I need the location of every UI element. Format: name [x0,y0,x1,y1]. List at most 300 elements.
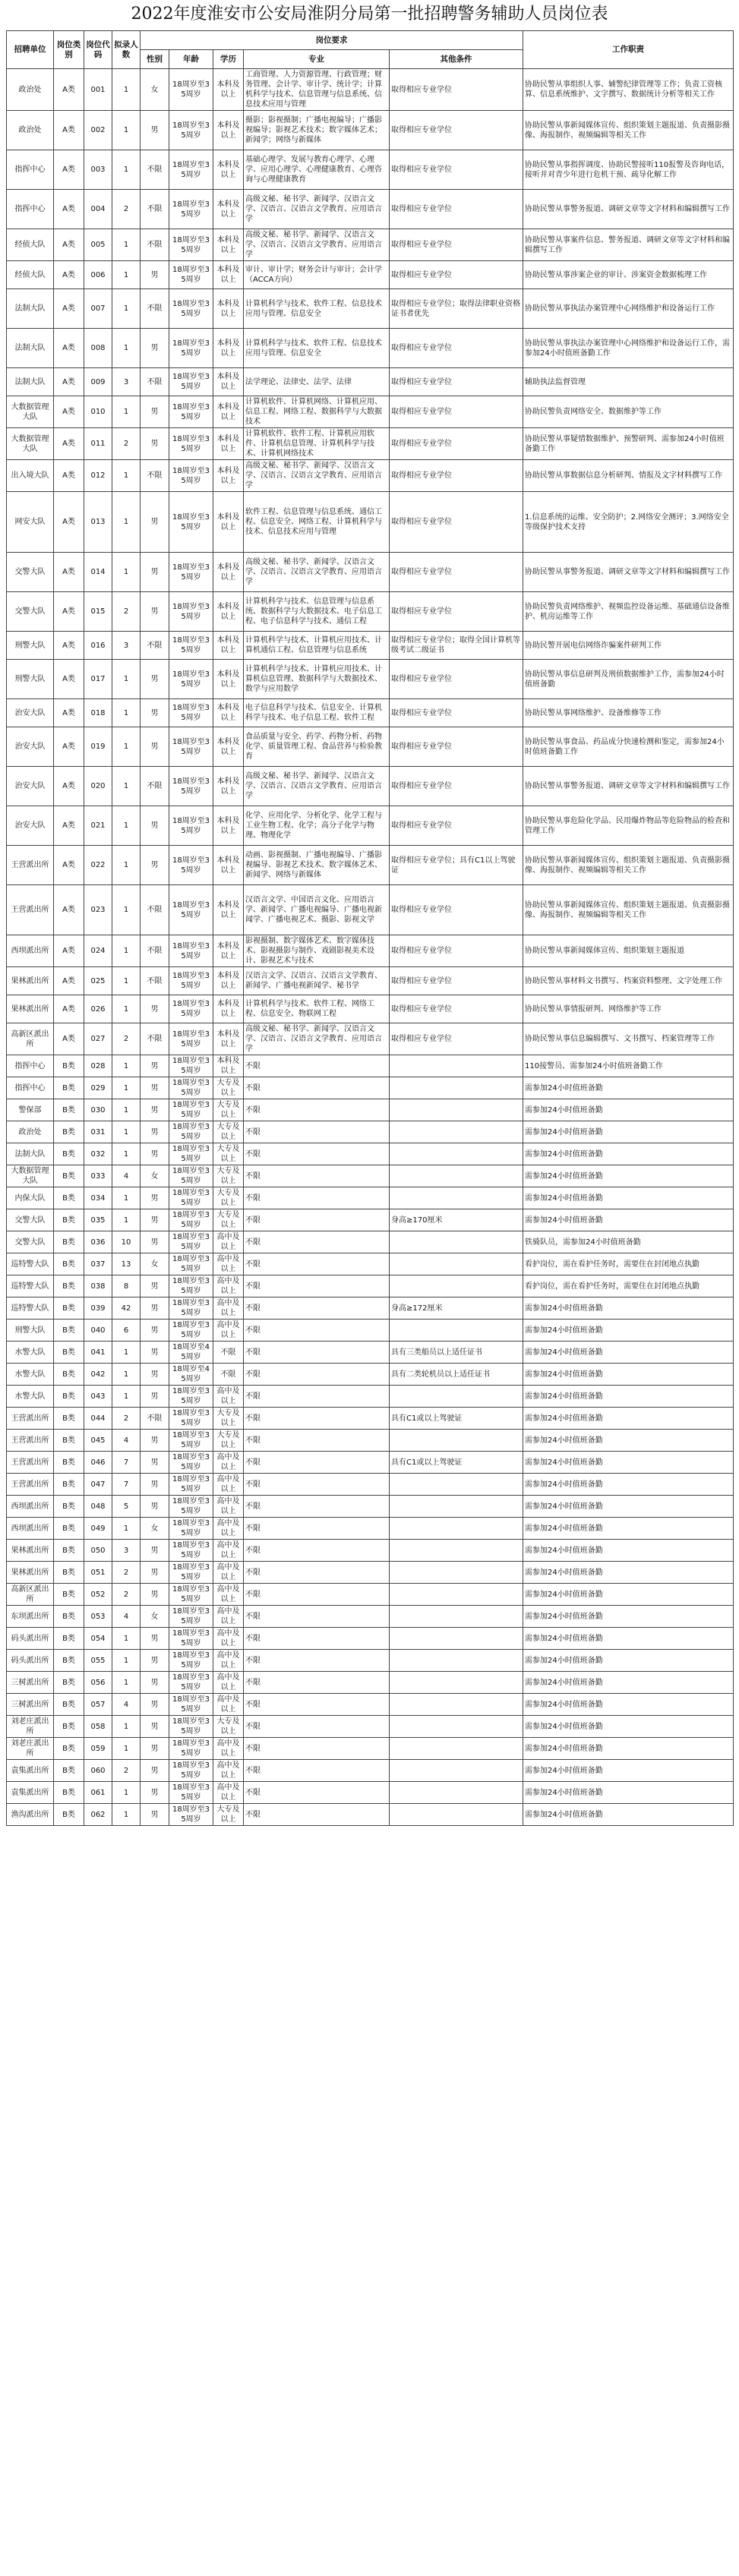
table-row [7,111,734,150]
cell-gender: 男 [141,553,169,592]
cell-code: 048 [84,1496,112,1518]
cell-code: 059 [84,1738,112,1760]
cell-age: 18周岁至35周岁 [169,1187,213,1209]
cell-major: 不限 [244,1386,390,1408]
cell-unit: 水警大队 [7,1364,54,1386]
cell-count: 1 [112,1143,141,1165]
cell-age: 18周岁至35周岁 [169,806,213,846]
cell-unit: 法制大队 [7,329,54,368]
cell-major: 不限 [244,1231,390,1253]
cell-age: 18周岁至35周岁 [169,1474,213,1496]
cell-gender: 男 [141,1143,169,1165]
cell-count: 4 [112,1430,141,1452]
cell-other [390,1584,523,1606]
cell-gender: 男 [141,1231,169,1253]
cell-category: B类 [54,1165,84,1187]
cell-count: 3 [112,632,141,660]
cell-category: B类 [54,1187,84,1209]
cell-category: B类 [54,1297,84,1320]
cell-other: 身高≥172厘米 [390,1297,523,1320]
cell-gender: 男 [141,1760,169,1782]
cell-code: 002 [84,111,112,150]
cell-gender: 不限 [141,289,169,329]
cell-duties: 协助民警从事指挥调度、协助民警接听110报警及咨询电话，接听并对青少年进行危机干预、疏导化解工作 [523,150,734,190]
cell-gender: 男 [141,592,169,632]
cell-other: 取得相应专业学位 [390,553,523,592]
cell-major: 不限 [244,1297,390,1320]
cell-duties: 协助民警从事网络维护、设备维修等工作 [523,699,734,727]
cell-education: 高中及以上 [213,1518,244,1540]
cell-education: 高中及以上 [213,1672,244,1694]
cell-education: 本科及以上 [213,229,244,261]
table-row [7,460,734,492]
table-row [7,1275,734,1297]
cell-gender: 男 [141,1275,169,1297]
cell-duties: 协助民警从事食品、药品成分快速检测和鉴定，需参加24小时值班备勤工作 [523,727,734,767]
cell-code: 008 [84,329,112,368]
cell-gender: 女 [141,1165,169,1187]
cell-age: 18周岁至35周岁 [169,1408,213,1430]
cell-code: 058 [84,1716,112,1738]
cell-duties: 需参加24小时值班备勤 [523,1430,734,1452]
cell-gender: 不限 [141,229,169,261]
cell-education: 大专及以上 [213,1209,244,1231]
cell-gender: 男 [141,1364,169,1386]
cell-unit: 水警大队 [7,1342,54,1364]
cell-unit: 三树派出所 [7,1672,54,1694]
cell-code: 023 [84,885,112,935]
cell-other [390,1430,523,1452]
cell-age: 18周岁至35周岁 [169,1275,213,1297]
cell-unit: 三树派出所 [7,1694,54,1716]
cell-count: 5 [112,1496,141,1518]
cell-count: 1 [112,396,141,428]
cell-unit: 治安大队 [7,727,54,767]
cell-education: 高中及以上 [213,1231,244,1253]
cell-other: 取得相应专业学位 [390,428,523,460]
cell-code: 051 [84,1562,112,1584]
cell-code: 060 [84,1760,112,1782]
cell-education: 高中及以上 [213,1452,244,1474]
table-row [7,69,734,111]
col-header: 性别 [141,50,169,69]
cell-duties: 需参加24小时值班备勤 [523,1716,734,1738]
cell-gender: 不限 [141,935,169,967]
table-row [7,1165,734,1187]
cell-other: 取得相应专业学位 [390,396,523,428]
cell-other: 取得相应专业学位 [390,767,523,806]
cell-code: 046 [84,1452,112,1474]
cell-count: 1 [112,699,141,727]
cell-major: 化学、应用化学、分析化学、化学工程与工业生物工程、化学；高分子化学与物理、物理化学 [244,806,390,846]
cell-gender: 男 [141,1738,169,1760]
cell-education: 本科及以上 [213,995,244,1023]
cell-duties: 协助民警从事新闻媒体宣传、组织策划主题报道、负责摄影摄像、海报制作、视频编辑等相关工作 [523,846,734,885]
cell-other [390,1275,523,1297]
cell-major: 不限 [244,1474,390,1496]
cell-major: 不限 [244,1804,390,1826]
cell-other [390,1165,523,1187]
cell-age: 18周岁至35周岁 [169,1672,213,1694]
cell-code: 061 [84,1782,112,1804]
cell-unit: 治安大队 [7,806,54,846]
cell-unit: 刑警大队 [7,1320,54,1342]
table-row [7,727,734,767]
cell-category: A类 [54,846,84,885]
cell-major: 高级文秘、秘书学、新闻学、汉语言文学、汉语言、汉语言文学教育、应用语言学 [244,190,390,229]
cell-duties: 需参加24小时值班备勤 [523,1099,734,1121]
cell-duties: 需参加24小时值班备勤 [523,1782,734,1804]
table-row [7,767,734,806]
cell-major: 不限 [244,1187,390,1209]
cell-duties: 需参加24小时值班备勤 [523,1320,734,1342]
cell-other [390,1077,523,1099]
cell-education: 本科及以上 [213,190,244,229]
cell-age: 18周岁至35周岁 [169,150,213,190]
cell-code: 027 [84,1023,112,1055]
cell-count: 1 [112,1121,141,1143]
cell-unit: 交警大队 [7,1209,54,1231]
table-row [7,1716,734,1738]
cell-education: 本科及以上 [213,460,244,492]
cell-duties: 需参加24小时值班备勤 [523,1165,734,1187]
cell-gender: 男 [141,1694,169,1716]
cell-other [390,1738,523,1760]
cell-education: 本科及以上 [213,289,244,329]
cell-category: B类 [54,1804,84,1826]
cell-unit: 刘老庄派出所 [7,1738,54,1760]
cell-age: 18周岁至35周岁 [169,1231,213,1253]
cell-duties: 需参加24小时值班备勤 [523,1452,734,1474]
cell-other: 具有C1或以上驾驶证 [390,1452,523,1474]
cell-category: B类 [54,1496,84,1518]
cell-category: A类 [54,935,84,967]
cell-duties: 需参加24小时值班备勤 [523,1342,734,1364]
cell-age: 18周岁至35周岁 [169,396,213,428]
cell-other: 取得相应专业学位 [390,995,523,1023]
cell-gender: 不限 [141,368,169,396]
cell-duties: 协助民警从事新闻媒体宣传、组织策划主题报道、负责摄影摄像、海报制作、视频编辑等相关工作 [523,111,734,150]
cell-code: 015 [84,592,112,632]
cell-major: 不限 [244,1496,390,1518]
cell-code: 050 [84,1540,112,1562]
col-header: 学历 [213,50,244,69]
cell-other: 取得相应专业学位 [390,329,523,368]
cell-unit: 指挥中心 [7,1077,54,1099]
cell-duties: 看护岗位，需在看护任务时，需要住在封闭地点执勤 [523,1253,734,1275]
cell-age: 18周岁至35周岁 [169,1782,213,1804]
cell-other [390,1055,523,1077]
col-header: 岗位代码 [84,31,112,69]
cell-unit: 交警大队 [7,1231,54,1253]
cell-count: 1 [112,660,141,699]
cell-unit: 果林派出所 [7,995,54,1023]
cell-other [390,1562,523,1584]
cell-code: 045 [84,1430,112,1452]
table-row [7,1023,734,1055]
cell-education: 高中及以上 [213,1694,244,1716]
table-row [7,1738,734,1760]
cell-age: 18周岁至35周岁 [169,1628,213,1650]
cell-unit: 王营派出所 [7,1408,54,1430]
table-row [7,1408,734,1430]
cell-unit: 高新区派出所 [7,1584,54,1606]
cell-age: 18周岁至35周岁 [169,1540,213,1562]
cell-duties: 协助民警从事组织人事、辅警纪律管理等工作；负责工资核算、信息系统维护、文字撰写、数据统计分析等相关工作 [523,69,734,111]
cell-major: 不限 [244,1628,390,1650]
cell-duties: 110接警员、需参加24小时值班备勤工作 [523,1055,734,1077]
cell-major: 不限 [244,1408,390,1430]
cell-unit: 治安大队 [7,767,54,806]
cell-other: 取得相应专业学位 [390,368,523,396]
cell-code: 004 [84,190,112,229]
cell-code: 062 [84,1804,112,1826]
cell-gender: 男 [141,1496,169,1518]
cell-age: 18周岁至35周岁 [169,1297,213,1320]
cell-code: 009 [84,368,112,396]
table-row [7,846,734,885]
cell-duties: 需参加24小时值班备勤 [523,1562,734,1584]
cell-gender: 女 [141,1253,169,1275]
cell-duties: 协助民警从事涉案企业的审计、涉案资金数据梳理工作 [523,261,734,289]
cell-count: 3 [112,1540,141,1562]
cell-category: B类 [54,1364,84,1386]
cell-education: 高中及以上 [213,1320,244,1342]
cell-major: 计算机科学与技术、信息管理与信息系统、数据科学与大数据技术、电子信息工程、电子信息科学与技术、通信工程 [244,592,390,632]
cell-unit: 政治处 [7,1121,54,1143]
cell-education: 不限 [213,1342,244,1364]
cell-unit: 巡特警大队 [7,1275,54,1297]
cell-gender: 男 [141,1474,169,1496]
cell-code: 057 [84,1694,112,1716]
cell-age: 18周岁至35周岁 [169,1606,213,1628]
cell-category: B类 [54,1782,84,1804]
cell-code: 001 [84,69,112,111]
table-row [7,1584,734,1606]
cell-major: 汉语言文学、中国语言文化、应用语言学、新闻学、广播电视编导、广播电视新闻学、广播电视艺术、摄影、影视文学 [244,885,390,935]
cell-education: 高中及以上 [213,1650,244,1672]
table-row [7,1694,734,1716]
cell-duties: 协助民警从事信息编辑撰写、文书撰写、档案管理等工作 [523,1023,734,1055]
cell-duties: 需参加24小时值班备勤 [523,1518,734,1540]
table-row [7,553,734,592]
cell-category: A类 [54,111,84,150]
cell-other [390,1474,523,1496]
cell-gender: 男 [141,1672,169,1694]
table-row [7,592,734,632]
cell-age: 18周岁至35周岁 [169,1320,213,1342]
cell-major: 不限 [244,1606,390,1628]
cell-gender: 男 [141,1628,169,1650]
table-row [7,396,734,428]
cell-duties: 需参加24小时值班备勤 [523,1540,734,1562]
cell-education: 本科及以上 [213,553,244,592]
cell-gender: 男 [141,1121,169,1143]
cell-unit: 内保大队 [7,1187,54,1209]
cell-unit: 刘老庄派出所 [7,1716,54,1738]
cell-category: A类 [54,1023,84,1055]
cell-gender: 男 [141,1540,169,1562]
cell-other: 取得相应专业学位 [390,727,523,767]
cell-code: 043 [84,1386,112,1408]
cell-education: 本科及以上 [213,846,244,885]
cell-unit: 交警大队 [7,592,54,632]
table-row [7,1297,734,1320]
cell-major: 软件工程、信息管理与信息系统、通信工程、信息安全、网络工程、计算机科学与技术、信息技术应用与管理 [244,492,390,553]
cell-unit: 政治处 [7,69,54,111]
cell-duties: 协助民警从事新闻媒体宣传、组织策划主题报道 [523,935,734,967]
cell-education: 本科及以上 [213,368,244,396]
cell-age: 18周岁至35周岁 [169,1650,213,1672]
cell-major: 不限 [244,1364,390,1386]
cell-education: 本科及以上 [213,967,244,995]
cell-duties: 需参加24小时值班备勤 [523,1694,734,1716]
cell-unit: 法制大队 [7,289,54,329]
cell-gender: 男 [141,261,169,289]
cell-category: A类 [54,69,84,111]
cell-major: 不限 [244,1672,390,1694]
cell-category: A类 [54,396,84,428]
table-row [7,1209,734,1231]
cell-age: 18周岁至35周岁 [169,1023,213,1055]
col-header: 岗位类别 [54,31,84,69]
cell-category: B类 [54,1408,84,1430]
cell-duties: 需参加24小时值班备勤 [523,1738,734,1760]
cell-count: 1 [112,1099,141,1121]
cell-unit: 西坝派出所 [7,1518,54,1540]
cell-major: 不限 [244,1650,390,1672]
cell-major: 电子信息科学与技术、信息安全、计算机科学与技术、电子信息工程、软件工程 [244,699,390,727]
cell-count: 6 [112,1320,141,1342]
cell-major: 不限 [244,1584,390,1606]
cell-unit: 西坝派出所 [7,1496,54,1518]
page-title: 2022年度淮安市公安局淮阴分局第一批招聘警务辅助人员岗位表 [131,5,608,24]
cell-code: 018 [84,699,112,727]
cell-other: 取得相应专业学位 [390,660,523,699]
cell-age: 18周岁至35周岁 [169,1804,213,1826]
cell-education: 本科及以上 [213,767,244,806]
cell-gender: 男 [141,492,169,553]
cell-major: 工商管理、人力资源管理、行政管理；财务管理、会计学、审计学、统计学；计算机科学与技术、信息管理与信息系统、信息技术应用与管理 [244,69,390,111]
cell-duties: 需参加24小时值班备勤 [523,1408,734,1430]
cell-category: B类 [54,1342,84,1364]
cell-gender: 不限 [141,1023,169,1055]
cell-other: 取得相应专业学位 [390,935,523,967]
cell-count: 2 [112,1562,141,1584]
cell-education: 本科及以上 [213,806,244,846]
cell-category: B类 [54,1231,84,1253]
cell-other [390,1760,523,1782]
cell-code: 007 [84,289,112,329]
cell-category: B类 [54,1099,84,1121]
cell-count: 1 [112,69,141,111]
cell-duties: 协助民警从事警务报道、调研文章等文字材料和编辑撰写工作 [523,767,734,806]
cell-category: B类 [54,1628,84,1650]
cell-code: 047 [84,1474,112,1496]
cell-duties: 需参加24小时值班备勤 [523,1386,734,1408]
cell-education: 高中及以上 [213,1628,244,1650]
cell-gender: 男 [141,428,169,460]
cell-category: A类 [54,592,84,632]
cell-count: 1 [112,150,141,190]
cell-other: 取得相应专业学位 [390,261,523,289]
cell-unit: 王营派出所 [7,1474,54,1496]
cell-duties: 需参加24小时值班备勤 [523,1804,734,1826]
cell-major: 计算机科学与技术、软件工程、网络工程、信息安全、物联网工程 [244,995,390,1023]
cell-gender: 不限 [141,632,169,660]
cell-unit: 法制大队 [7,368,54,396]
table-row [7,660,734,699]
cell-code: 021 [84,806,112,846]
cell-age: 18周岁至35周岁 [169,111,213,150]
cell-major: 计算机科学与技术、计算机应用技术、计算机信息管理、数据科学与大数据技术、数学与应用数学 [244,660,390,699]
cell-category: B类 [54,1275,84,1297]
cell-count: 1 [112,1342,141,1364]
cell-duties: 需参加24小时值班备勤 [523,1606,734,1628]
cell-count: 1 [112,289,141,329]
cell-gender: 男 [141,111,169,150]
cell-count: 1 [112,1650,141,1672]
cell-category: A类 [54,553,84,592]
cell-gender: 不限 [141,190,169,229]
cell-count: 1 [112,1738,141,1760]
cell-age: 18周岁至35周岁 [169,995,213,1023]
cell-category: A类 [54,806,84,846]
cell-category: B类 [54,1143,84,1165]
cell-code: 010 [84,396,112,428]
cell-education: 本科及以上 [213,727,244,767]
cell-duties: 看护岗位，需在看护任务时，需要住在封闭地点执勤 [523,1275,734,1297]
col-header: 专业 [244,50,390,69]
cell-major: 不限 [244,1077,390,1099]
cell-age: 18周岁至35周岁 [169,935,213,967]
cell-other: 取得相应专业学位 [390,150,523,190]
cell-unit: 大数据管理大队 [7,1165,54,1187]
cell-duties: 辅助执法监督管理 [523,368,734,396]
cell-code: 039 [84,1297,112,1320]
cell-education: 本科及以上 [213,1023,244,1055]
cell-major: 不限 [244,1275,390,1297]
cell-category: A类 [54,261,84,289]
cell-education: 本科及以上 [213,699,244,727]
cell-education: 高中及以上 [213,1253,244,1275]
cell-gender: 女 [141,69,169,111]
cell-major: 不限 [244,1165,390,1187]
cell-count: 2 [112,1023,141,1055]
cell-code: 003 [84,150,112,190]
cell-unit: 指挥中心 [7,190,54,229]
cell-duties: 需参加24小时值班备勤 [523,1209,734,1231]
cell-major: 摄影；影视摄制；广播电视编导；广播影视编导；影视艺术技术；数字媒体艺术；新闻学；网络与新媒体 [244,111,390,150]
cell-count: 1 [112,1187,141,1209]
cell-education: 高中及以上 [213,1386,244,1408]
cell-unit: 出入境大队 [7,460,54,492]
cell-age: 18周岁至35周岁 [169,846,213,885]
table-row [7,1430,734,1452]
cell-code: 011 [84,428,112,460]
cell-age: 18周岁至35周岁 [169,660,213,699]
cell-education: 本科及以上 [213,632,244,660]
cell-code: 028 [84,1055,112,1077]
cell-age: 18周岁至35周岁 [169,1143,213,1165]
cell-age: 18周岁至35周岁 [169,727,213,767]
cell-age: 18周岁至35周岁 [169,1738,213,1760]
cell-duties: 协助民警从事警务报道、调研文章等文字材料和编辑撰写工作 [523,190,734,229]
cell-unit: 渔沟派出所 [7,1804,54,1826]
cell-category: A类 [54,460,84,492]
cell-age: 18周岁至35周岁 [169,492,213,553]
cell-code: 019 [84,727,112,767]
